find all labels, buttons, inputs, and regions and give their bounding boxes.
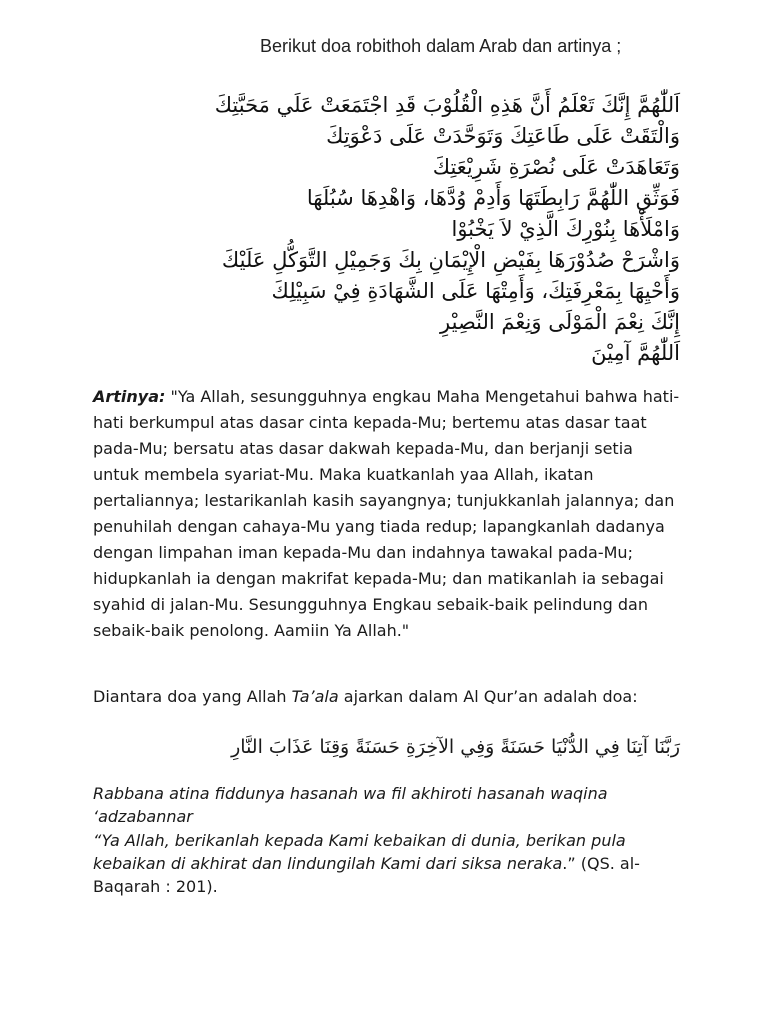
verse-meaning: [93, 829, 683, 898]
meaning-citation: .” (QS. al-Baqarah : 201).: [93, 854, 640, 896]
arabic-doa-line: وَامْلَأْهَا بِنُوْرِكَ الَّذِيْ لاَ يَخْبُوْا: [451, 217, 680, 241]
arabic-doa-line: وَاشْرَحْ صُدُوْرَهَا بِفَيْضِ الْإِيْمَانِ بِكَ وَجَمِيْلِ التَّوَكُّلِ عَلَيْكَ: [221, 248, 680, 272]
arabic-doa-block: [80, 90, 680, 369]
arabic-doa-line: اَللّٰهُمَّ آمِيْنَ: [591, 341, 680, 365]
translation-paragraph: [93, 384, 683, 644]
arabic-doa-line: وَالْتَقَتْ عَلَى طَاعَتِكَ وَتَوَحَّدَتْ عَلَى دَعْوَتِكَ: [326, 124, 680, 148]
arabic-doa-line: فَوَثِّقِ اللّٰهُمَّ رَابِطَتَهَا وَأَدِمْ وُدَّهَا، وَاهْدِهَا سُبُلَهَا: [306, 186, 680, 210]
arabic-doa-line: وَتَعَاهَدَتْ عَلَى نُصْرَةِ شَرِيْعَتِكَ: [432, 155, 680, 179]
translation-label: Artinya:: [93, 387, 166, 406]
transliteration: Rabbana atina fiddunya hasanah wa fil akhiroti hasanah waqina ‘adzabannar: [93, 784, 608, 826]
intro-before: Diantara doa yang Allah: [93, 687, 292, 706]
translation-text: "Ya Allah, sesungguhnya engkau Maha Mengetahui bahwa hati-hati berkumpul atas dasar cinta kepada-Mu; bertemu atas dasar taat pada-Mu; bersatu atas dasar dakwah kepada-Mu, dan berjanji setia untuk membela syariat-Mu. Maka kuatkanlah yaa Allah, ikatan pertaliannya; lestarikanlah kasih sayangnya; tunjukkanlah jalannya; dan penuhilah dengan cahaya-Mu yang tiada redup; lapangkanlah dadanya dengan limpahan iman kepada-Mu dan indahnya tawakal pada-Mu; hidupkanlah ia dengan makrifat kepada-Mu; dan matikanlah ia sebagai syahid di jalan-Mu. Sesungguhnya Engkau sebaik-baik pelindung dan sebaik-baik penolong. Aamiin Ya Allah.": [93, 387, 680, 640]
intro-sentence: [93, 685, 693, 709]
document-heading: Berikut doa robithoh dalam Arab dan artinya ;: [260, 36, 622, 56]
intro-after: ajarkan dalam Al Qur’an adalah doa:: [338, 687, 638, 706]
arabic-doa-line: اَللّٰهُمَّ إِنَّكَ تَعْلَمُ أَنَّ هَذِهِ الْقُلُوْبَ قَدِ اجْتَمَعَتْ عَلَي مَحَبَّتِكَ: [214, 93, 680, 117]
meaning-italic: “Ya Allah, berikanlah kepada Kami kebaikan di dunia, berikan pula kebaikan di akhirat dan lindungilah Kami dari siksa neraka: [93, 831, 626, 873]
intro-italic: Ta’ala: [291, 687, 339, 706]
arabic-verse: رَبَّنَا آتِنَا فِي الدُّنْيَا حَسَنَةً وَفِي الآخِرَةِ حَسَنَةً وَقِنَا عَذَابَ النَّارِ: [231, 736, 680, 758]
arabic-doa-line: إِنَّكَ نِعْمَ الْمَوْلَى وَنِعْمَ النَّصِيْرِ: [440, 310, 680, 334]
arabic-doa-line: وَأَحْيِهَا بِمَعْرِفَتِكَ، وَأَمِتْهَا عَلَى الشَّهَادَةِ فِيْ سَبِيْلِكَ: [271, 279, 680, 303]
